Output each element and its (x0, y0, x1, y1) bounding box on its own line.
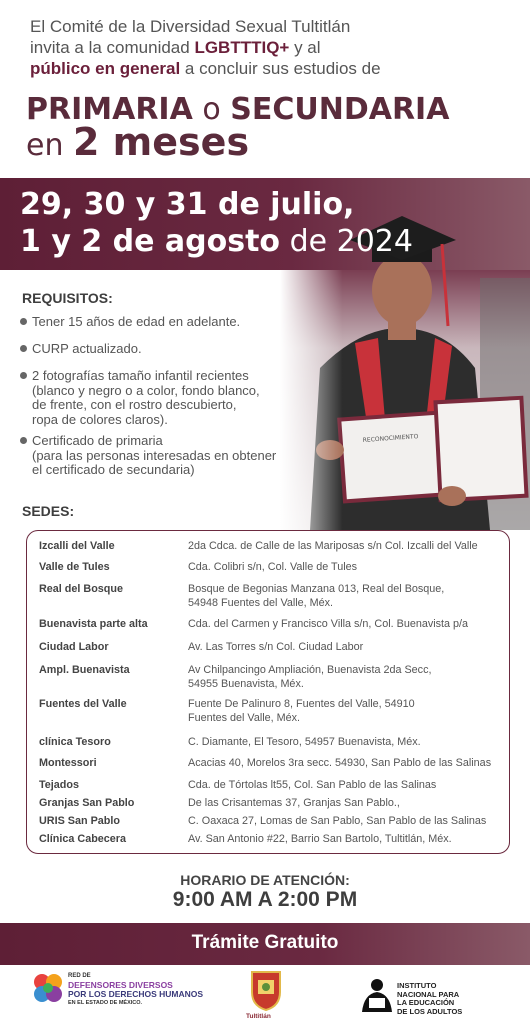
requisito-4-sub-2: el certificado de secundaria) (32, 462, 195, 477)
bullet-dot (20, 345, 27, 352)
sede-address: De las Crisantemas 37, Granjas San Pablo., (188, 797, 400, 809)
intro-line-2-post: y al (289, 38, 321, 57)
bullet-dot (20, 372, 27, 379)
sedes-title: SEDES: (22, 503, 75, 519)
sede-name: Fuentes del Valle (39, 698, 127, 710)
headline-primaria: PRIMARIA (26, 92, 193, 127)
sede-name: Valle de Tules (39, 561, 110, 573)
sede-address: Cda. de Tórtolas lt55, Col. San Pablo de las Salinas (188, 779, 437, 791)
event-dates (20, 186, 413, 260)
sede-name: clínica Tesoro (39, 736, 111, 748)
sede-name: Real del Bosque (39, 583, 123, 595)
sede-address-line: 54948 Fuentes del Valle, Méx. (188, 597, 334, 609)
sede-address (188, 663, 508, 691)
inea-logo-icon (360, 978, 394, 1014)
dates-line-1: 29, 30 y 31 de julio, (20, 187, 355, 222)
sede-address (188, 582, 508, 610)
sede-address-line: 54955 Buenavista, Méx. (188, 678, 304, 690)
requisito-2 (20, 342, 290, 357)
sede-name: Ampl. Buenavista (39, 664, 130, 676)
intro-line-3-bold: público en general (30, 59, 181, 78)
intro-text (30, 16, 510, 79)
requisito-3-sub-2: de frente, con el rostro descubierto, (32, 397, 237, 412)
requisito-2-text: CURP actualizado. (32, 341, 142, 356)
requisitos-title: REQUISITOS: (22, 290, 113, 306)
requisito-1-text: Tener 15 años de edad en adelante. (32, 314, 241, 329)
sede-address: Av. Las Torres s/n Col. Ciudad Labor (188, 641, 364, 653)
requisito-3 (20, 369, 290, 427)
tramite-gratuito: Trámite Gratuito (191, 932, 339, 953)
inea-text (397, 982, 462, 1016)
requisito-3-text: 2 fotografías tamaño infantil recientes (32, 368, 249, 383)
sede-name: Ciudad Labor (39, 641, 109, 653)
headline-en: en (26, 128, 74, 163)
requisito-3-sub-1: (blanco y negro o a color, fondo blanco, (32, 382, 260, 398)
sede-address: Cda. Colibri s/n, Col. Valle de Tules (188, 561, 358, 573)
sede-name: Izcalli del Valle (39, 540, 115, 552)
requisito-3-sub-3: ropa de colores claros). (32, 411, 168, 427)
sede-address: C. Oaxaca 27, Lomas de San Pablo, San Pablo de las Salinas (188, 815, 487, 827)
intro-line-3 (30, 58, 510, 79)
sedes-table (26, 530, 510, 854)
red-defensores-text (68, 972, 203, 1008)
red-logo-line: EN EL ESTADO DE MÉXICO. (68, 1000, 143, 1006)
requisito-4-sub-1: (para las personas interesadas en obtener (32, 447, 277, 463)
inea-line: DE LOS ADULTOS (397, 1006, 463, 1016)
sede-address: 2da Cdca. de Calle de las Mariposas s/n Col. Izcalli del Valle (188, 540, 478, 552)
intro-line-1: El Comité de la Diversidad Sexual Tultitlán (30, 17, 351, 36)
sede-name: Granjas San Pablo (39, 797, 135, 809)
sede-address-line: Fuente De Palinuro 8, Fuentes del Valle, 54910 (188, 698, 415, 710)
sede-address: C. Diamante, El Tesoro, 54957 Buenavista, Méx. (188, 736, 421, 748)
sede-name: Montessori (39, 757, 97, 769)
tultitlan-label: Tultitlán (246, 1013, 271, 1020)
sede-address (188, 697, 508, 725)
sede-name: Buenavista parte alta (39, 618, 148, 630)
red-logo-line: RED DE (68, 973, 91, 979)
dates-line-2 (20, 223, 413, 260)
sede-address-line: Av Chilpancingo Ampliación, Buenavista 2da Secc, (188, 664, 432, 676)
dates-line-2-year: de 2024 (280, 224, 413, 259)
inea-line: NACIONAL PARA (397, 989, 460, 999)
dates-line-2-bold: 1 y 2 de agosto (20, 224, 281, 259)
bullet-dot (20, 437, 27, 444)
sede-address: Av. San Antonio #22, Barrio San Bartolo, Tultitlán, Méx. (188, 833, 452, 845)
intro-line-2 (30, 37, 510, 58)
sede-address-line: Bosque de Begonias Manzana 013, Real del Bosque, (188, 583, 445, 595)
sede-address-line: Fuentes del Valle, Méx. (188, 712, 301, 724)
headline-2-meses: 2 meses (73, 120, 250, 164)
sede-address: Cda. del Carmen y Francisco Villa s/n, Col. Buenavista p/a (188, 618, 469, 630)
inea-line: LA EDUCACIÓN (397, 998, 455, 1007)
requisito-1 (20, 315, 290, 330)
headline (26, 94, 449, 162)
sede-address: Acacias 40, Morelos 3ra secc. 54930, San Pablo de las Salinas (188, 757, 492, 769)
requisito-4-text: Certificado de primaria (32, 433, 163, 448)
headline-o: o (192, 92, 231, 127)
red-defensores-logo-icon (30, 970, 66, 1006)
headline-line-2 (26, 120, 449, 164)
inea-line: INSTITUTO (397, 981, 437, 990)
intro-line-3-post: a concluir sus estudios de (180, 59, 381, 78)
headline-secundaria: SECUNDARIA (230, 92, 450, 127)
horario-label: HORARIO DE ATENCIÓN: (180, 872, 350, 888)
bullet-dot (20, 318, 27, 325)
requisito-4 (20, 434, 290, 478)
red-logo-line: DEFENSORES DIVERSOS (68, 980, 173, 990)
intro-line-2-pre: invita a la comunidad (30, 38, 195, 57)
sede-name: Tejados (39, 779, 79, 791)
horario-value: 9:00 AM A 2:00 PM (172, 888, 358, 911)
intro-line-2-bold: LGBTTTIQ+ (194, 38, 290, 57)
sede-name: URIS San Pablo (39, 815, 120, 827)
red-logo-line: POR LOS DERECHOS HUMANOS (68, 989, 204, 999)
tultitlan-shield-icon (248, 968, 284, 1012)
sede-name: Clínica Cabecera (39, 833, 127, 845)
